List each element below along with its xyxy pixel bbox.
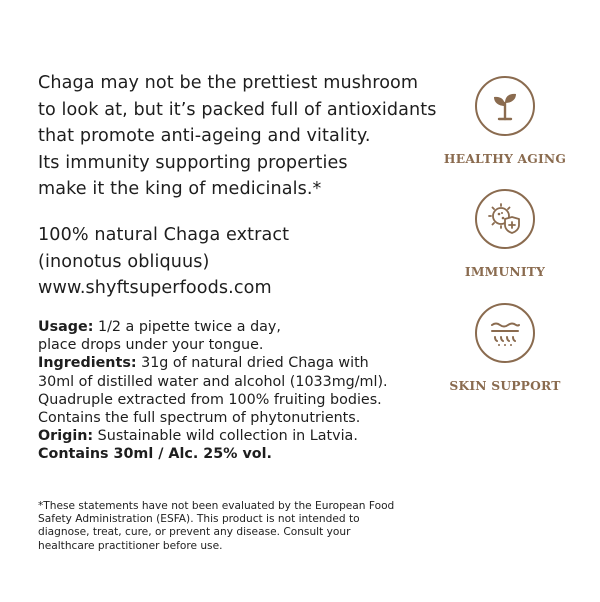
intro-line: Its immunity supporting properties: [38, 152, 348, 173]
ingredients-line-3: Quadruple extracted from 100% fruiting bodies.: [38, 391, 382, 408]
usage-line: [38, 318, 438, 336]
contains-text: Contains 30ml / Alc. 25% vol.: [38, 446, 272, 463]
usage-line-2: place drops under your tongue.: [38, 337, 264, 354]
badge-immunity: [430, 189, 580, 279]
sprout-icon: [475, 76, 535, 136]
intro-line: Chaga may not be the prettiest mushroom: [38, 73, 419, 93]
product-info: [38, 222, 438, 302]
origin-text: Sustainable wild collection in Latvia.: [93, 428, 358, 445]
disclaimer-line: healthcare practitioner before use.: [38, 539, 223, 552]
skin-layers-icon: [475, 303, 535, 363]
intro-line: to look at, but it’s packed full of antioxidants: [38, 99, 437, 120]
intro-line: that promote anti-ageing and vitality.: [38, 126, 371, 147]
usage-label: Usage:: [38, 319, 94, 335]
virus-shield-icon: [475, 189, 535, 249]
contains-line: [38, 445, 438, 463]
ingredients-line-4: Contains the full spectrum of phytonutrients.: [38, 410, 361, 427]
origin-line: [38, 427, 438, 445]
badge-label: IMMUNITY: [464, 264, 546, 279]
disclaimer-line: diagnose, treat, cure, or prevent any disease. Consult your: [38, 526, 351, 539]
badge-skin-support: [430, 303, 580, 393]
product-name: 100% natural Chaga extract: [38, 225, 290, 245]
disclaimer: [38, 500, 398, 553]
product-details: [38, 318, 438, 464]
badge-label: SKIN SUPPORT: [449, 378, 561, 393]
origin-label: Origin:: [38, 428, 94, 445]
website-url: www.shyftsuperfoods.com: [38, 278, 272, 299]
intro-line: make it the king of medicinals.*: [38, 179, 322, 200]
disclaimer-line: Safety Administration (ESFA). This product is not intended to: [38, 513, 360, 526]
product-latin-name: (inonotus obliquus): [38, 251, 210, 272]
ingredients-line-2: 30ml of distilled water and alcohol (1033mg/ml).: [38, 373, 388, 390]
ingredients-text: 31g of natural dried Chaga with: [136, 355, 369, 372]
ingredients-line: [38, 354, 438, 372]
badge-label: HEALTHY AGING: [443, 151, 567, 166]
ingredients-label: Ingredients:: [38, 355, 137, 372]
usage-text: 1/2 a pipette twice a day,: [93, 319, 281, 335]
badge-healthy-aging: [430, 76, 580, 166]
disclaimer-line: *These statements have not been evaluated by the European Food: [38, 500, 395, 512]
intro-paragraph: [38, 70, 438, 203]
